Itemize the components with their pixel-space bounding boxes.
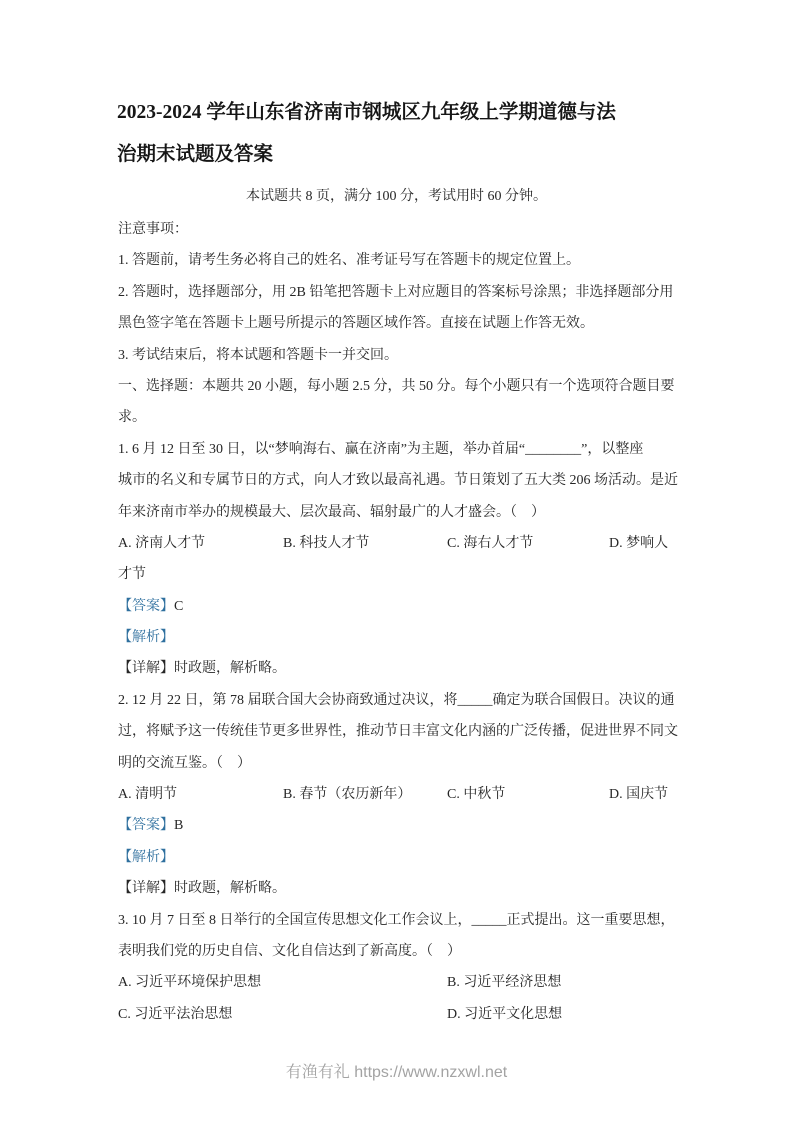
q1-answer-label: 【答案】 [118, 598, 174, 614]
q2-detail-line: 【详解】时政题，解析略。 [118, 881, 286, 897]
q2-stem-line-2: 过，将赋予这一传统佳节更多世界性，推动节日丰富文化内涵的广泛传播，促进世界不同文 [118, 724, 678, 740]
document-body [118, 214, 698, 1030]
note-line-1: 1. 答题前，请考生务必将自己的姓名、准考证号写在答题卡的规定位置上。 [118, 253, 580, 269]
q1-options-row [118, 528, 698, 559]
title-line-1: 2023-2024 学年山东省济南市钢城区九年级上学期道德与法 [117, 102, 616, 123]
q3-option-b: B. 习近平经济思想 [447, 975, 562, 991]
q2-options-row [118, 779, 698, 810]
title-line-2: 治期末试题及答案 [117, 144, 274, 165]
q1-detail-line: 【详解】时政题，解析略。 [118, 661, 286, 677]
q1-answer-value: C [174, 598, 184, 614]
q1-answer-line [118, 591, 698, 622]
q3-option-a: A. 习近平环境保护思想 [118, 975, 262, 991]
q1-option-c: C. 海右人才节 [447, 535, 534, 551]
q2-stem-line-3: 明的交流互鉴。（ ） [118, 755, 251, 771]
footer-watermark: 有渔有礼 https://www.nzxwl.net [285, 1064, 508, 1081]
q1-stem-line-1: 1. 6 月 12 日至 30 日，以“梦响海右、赢在济南”为主题，举办首届“________”，以整座 [118, 441, 644, 457]
q3-stem-line-1: 3. 10 月 7 日至 8 日举行的全国宣传思想文化工作会议上，_____正式提出。这一重要思想， [118, 912, 675, 928]
note-line-2: 2. 答题时，选择题部分，用 2B 铅笔把答题卡上对应题目的答案标号涂黑；非选择题部分用 [118, 284, 674, 300]
q2-answer-value: B [174, 818, 184, 834]
q2-option-d: D. 国庆节 [609, 787, 669, 803]
q1-stem-line-2: 城市的名义和专属节日的方式，向人才致以最高礼遇。节日策划了五大类 206 场活动。是近 [118, 473, 678, 489]
q2-answer-label: 【答案】 [118, 818, 174, 834]
note-line-3: 3. 考试结束后，将本试题和答题卡一并交回。 [118, 347, 398, 363]
q1-option-b: B. 科技人才节 [283, 535, 370, 551]
q2-option-a: A. 清明节 [118, 787, 178, 803]
note-line-2-cont: 黑色签字笔在答题卡上题号所提示的答题区域作答。直接在试题上作答无效。 [118, 316, 594, 332]
q1-option-d-overflow: 才节 [118, 567, 146, 583]
q1-analysis-line [118, 622, 698, 653]
q3-stem-line-2: 表明我们党的历史自信、文化自信达到了新高度。（ ） [118, 943, 461, 959]
q1-option-d: D. 梦响人 [609, 535, 669, 551]
q2-analysis-label: 【解析】 [118, 849, 174, 865]
section1-heading-line-1: 一、选择题：本题共 20 小题，每小题 2.5 分，共 50 分。每个小题只有一个选项符合题目要 [118, 378, 675, 394]
q1-option-a: A. 济南人才节 [118, 535, 206, 551]
q2-option-c: C. 中秋节 [447, 787, 506, 803]
q3-option-d: D. 习近平文化思想 [447, 1006, 563, 1022]
document-title [117, 92, 737, 176]
notes-heading: 注意事项： [118, 222, 188, 237]
q2-analysis-line [118, 842, 698, 873]
exam-info-line: 本试题共 8 页，满分 100 分，考试用时 60 分钟。 [246, 189, 547, 204]
q3-option-c: C. 习近平法治思想 [118, 1006, 233, 1022]
section1-heading-line-2: 求。 [118, 410, 146, 426]
q2-option-b: B. 春节（农历新年） [283, 787, 412, 803]
q1-stem-line-3: 年来济南市举办的规模最大、层次最高、辐射最广的人才盛会。（ ） [118, 504, 545, 520]
q2-answer-line [118, 810, 698, 841]
q3-options-row-1 [118, 967, 698, 998]
q1-analysis-label: 【解析】 [118, 630, 174, 646]
q3-options-row-2 [118, 999, 698, 1030]
q2-stem-line-1: 2. 12 月 22 日，第 78 届联合国大会协商致通过决议，将_____确定为联合国假日。决议的通 [118, 692, 675, 708]
